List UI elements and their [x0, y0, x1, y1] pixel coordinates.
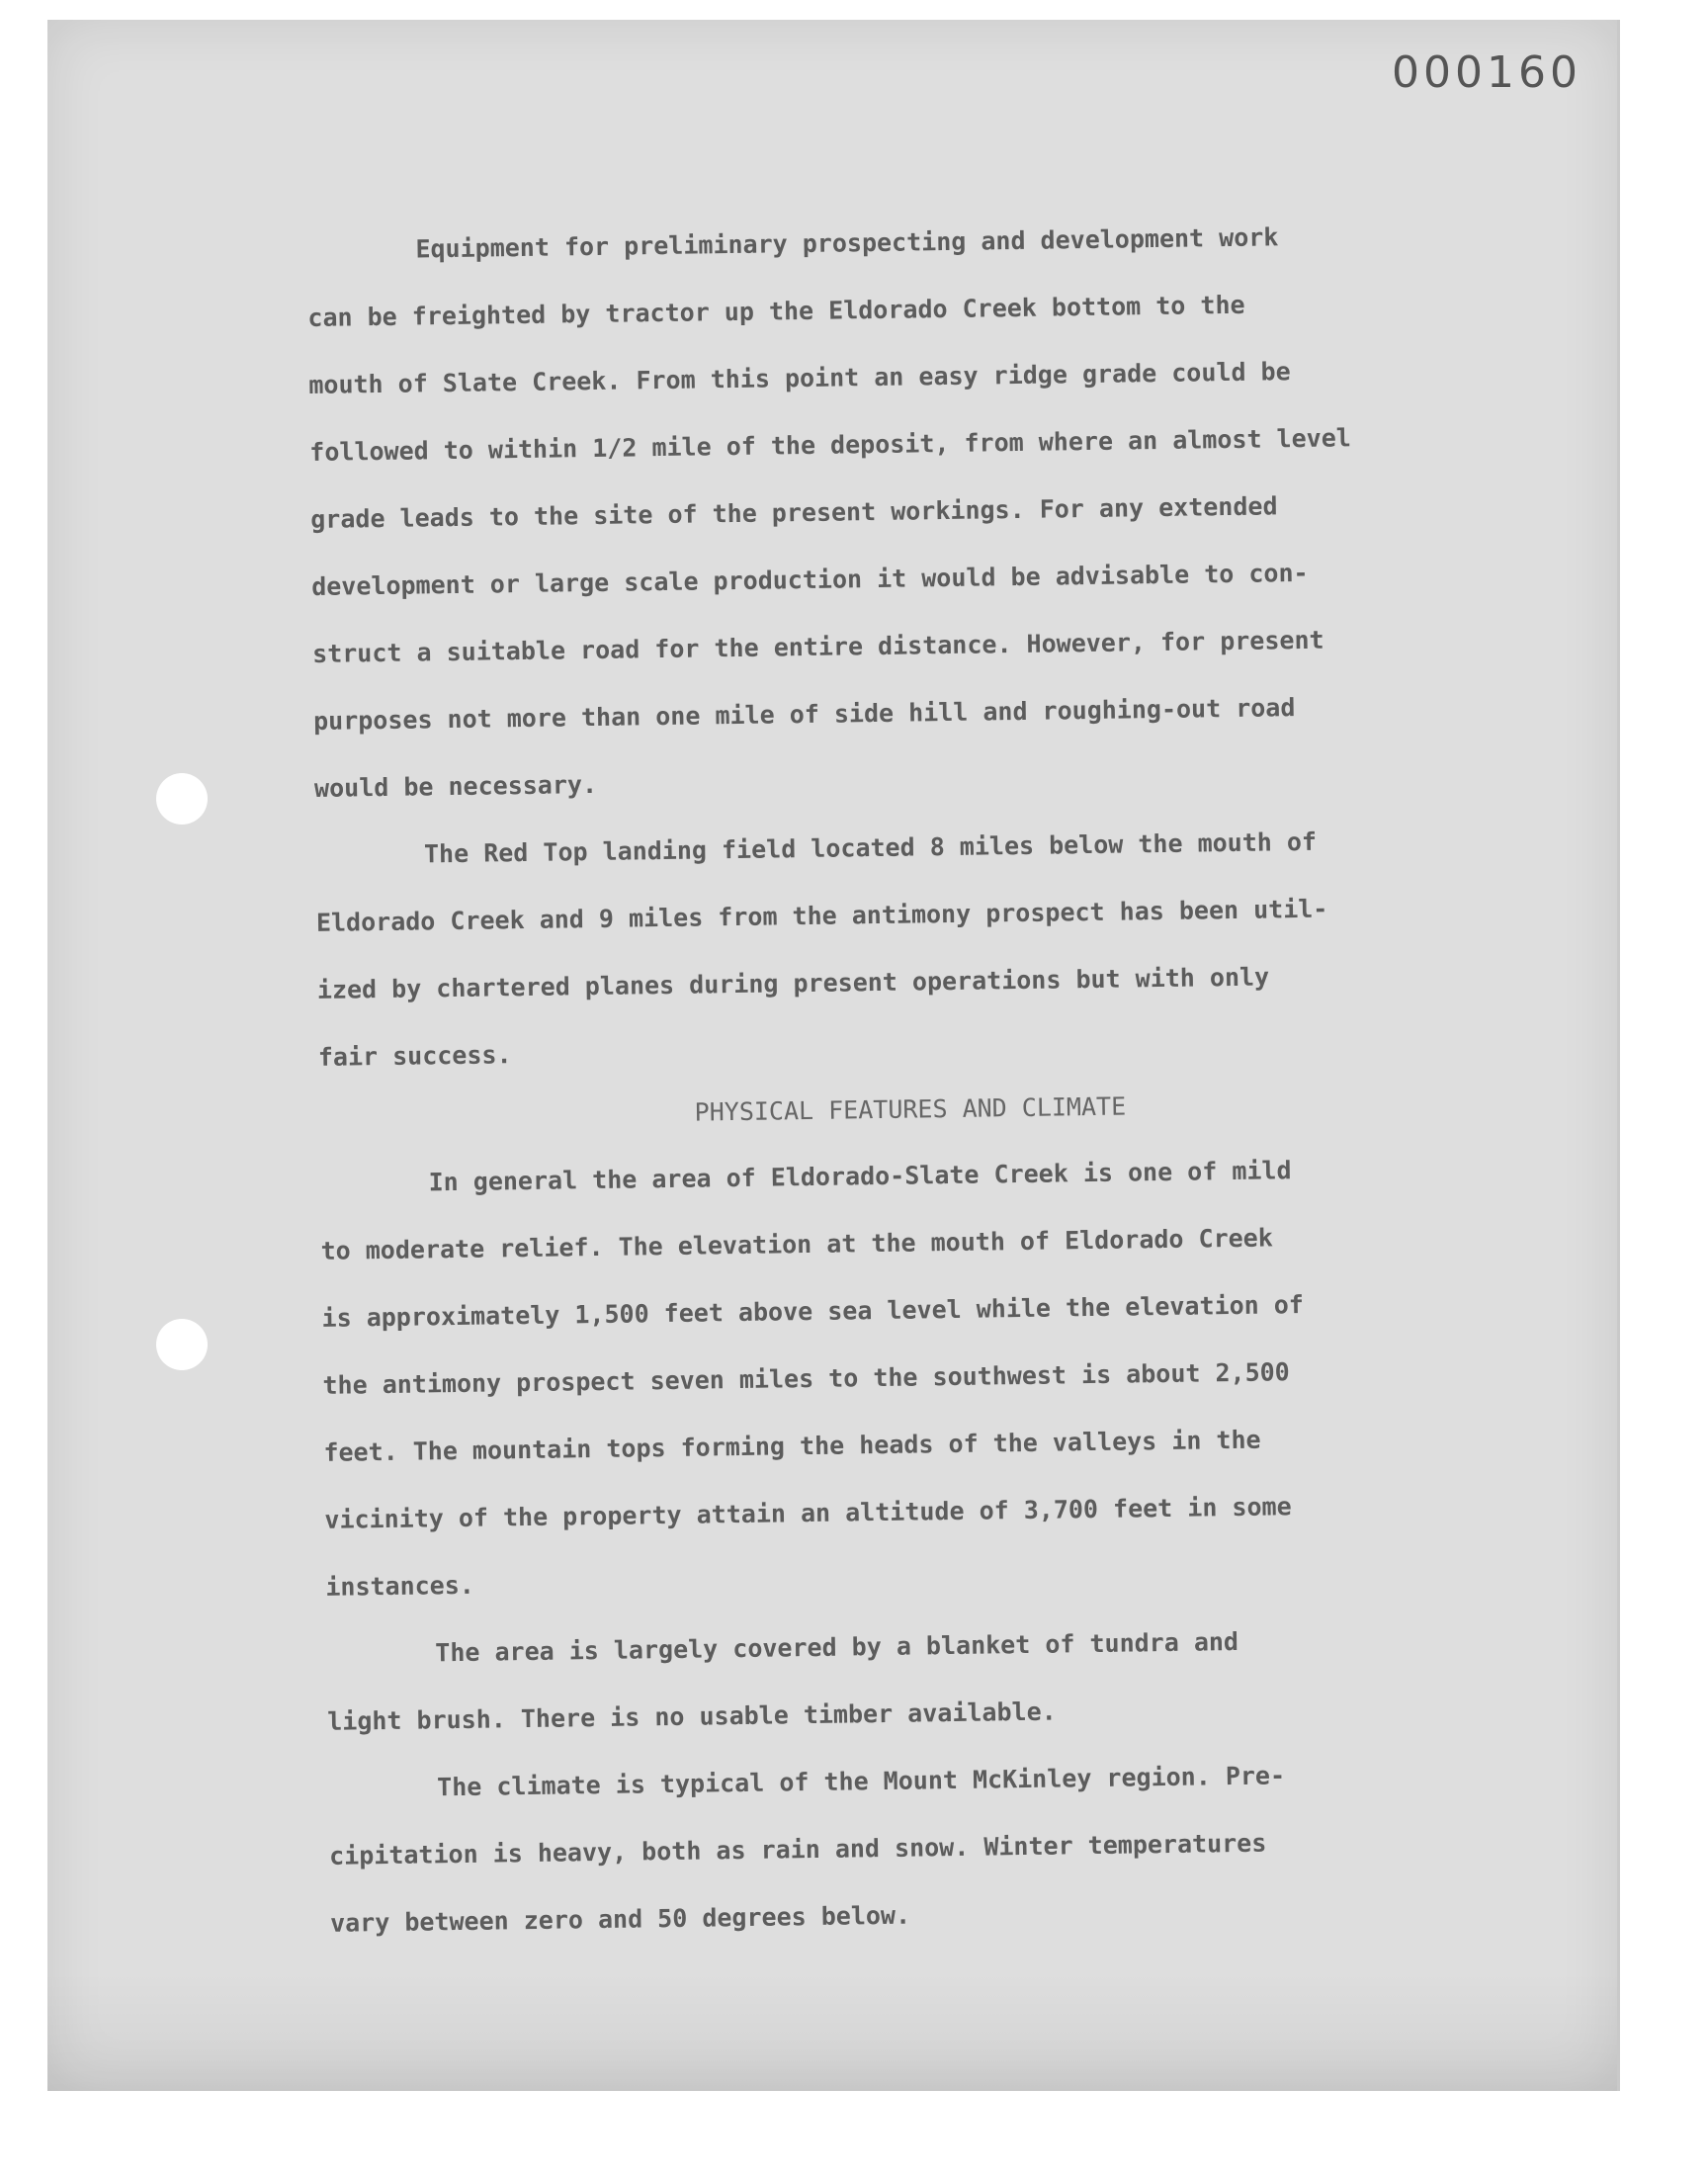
- text-line: development or large scale production it would be advisable to con-: [311, 558, 1309, 601]
- text-line: Eldorado Creek and 9 miles from the antimony prospect has been util-: [315, 894, 1328, 937]
- text-line: feet. The mountain tops forming the heads of the valleys in the: [323, 1425, 1261, 1467]
- paragraph-relief: [319, 1135, 1473, 1621]
- text-line: instances.: [325, 1570, 475, 1602]
- text-line: vicinity of the property attain an altitude of 3,700 feet in some: [324, 1492, 1292, 1534]
- punch-hole: [156, 773, 208, 825]
- punch-hole: [156, 1319, 208, 1370]
- paragraph-landing-field: [315, 807, 1466, 1091]
- body-text: [306, 202, 1477, 1958]
- text-line: to moderate relief. The elevation at the mouth of Eldorado Creek: [320, 1223, 1273, 1265]
- text-line: light brush. There is no usable timber available.: [327, 1696, 1057, 1736]
- text-line: struct a suitable road for the entire distance. However, for present: [311, 625, 1324, 668]
- text-line: would be necessary.: [313, 769, 598, 803]
- text-line: can be freighted by tractor up the Eldorado Creek bottom to the: [307, 290, 1245, 332]
- text-line: fair success.: [317, 1040, 512, 1072]
- text-line: The Red Top landing field located 8 miles below the mouth of: [423, 826, 1318, 869]
- paragraph-equipment: [306, 202, 1461, 823]
- page-number: 000160: [1392, 47, 1581, 98]
- text-line: ized by chartered planes during present operations but with only: [316, 962, 1270, 1004]
- document-page: [47, 20, 1620, 2091]
- text-line: grade leads to the site of the present workings. For any extended: [310, 491, 1278, 534]
- paragraph-climate: [328, 1740, 1478, 1958]
- text-line: the antimony prospect seven miles to the southwest is about 2,500: [322, 1357, 1290, 1400]
- text-line: The climate is typical of the Mount McKinley region. Pre-: [436, 1761, 1286, 1802]
- text-line: In general the area of Eldorado-Slate Creek is one of mild: [428, 1156, 1292, 1197]
- text-line: vary between zero and 50 degrees below.: [329, 1900, 911, 1938]
- paragraph-vegetation: [326, 1606, 1475, 1756]
- text-line: The area is largely covered by a blanket of tundra and: [435, 1626, 1239, 1668]
- text-line: Equipment for preliminary prospecting and development work: [415, 222, 1279, 264]
- text-line: mouth of Slate Creek. From this point an easy ridge grade could be: [308, 357, 1291, 399]
- section-heading: PHYSICAL FEATURES AND CLIMATE: [694, 1091, 1127, 1127]
- text-line: is approximately 1,500 feet above sea level while the elevation of: [321, 1290, 1305, 1333]
- text-line: followed to within 1/2 mile of the deposit, from where an almost level: [309, 423, 1352, 467]
- text-line: cipitation is heavy, both as rain and snow. Winter temperatures: [328, 1828, 1267, 1870]
- text-line: purposes not more than one mile of side hill and roughing-out road: [312, 693, 1296, 736]
